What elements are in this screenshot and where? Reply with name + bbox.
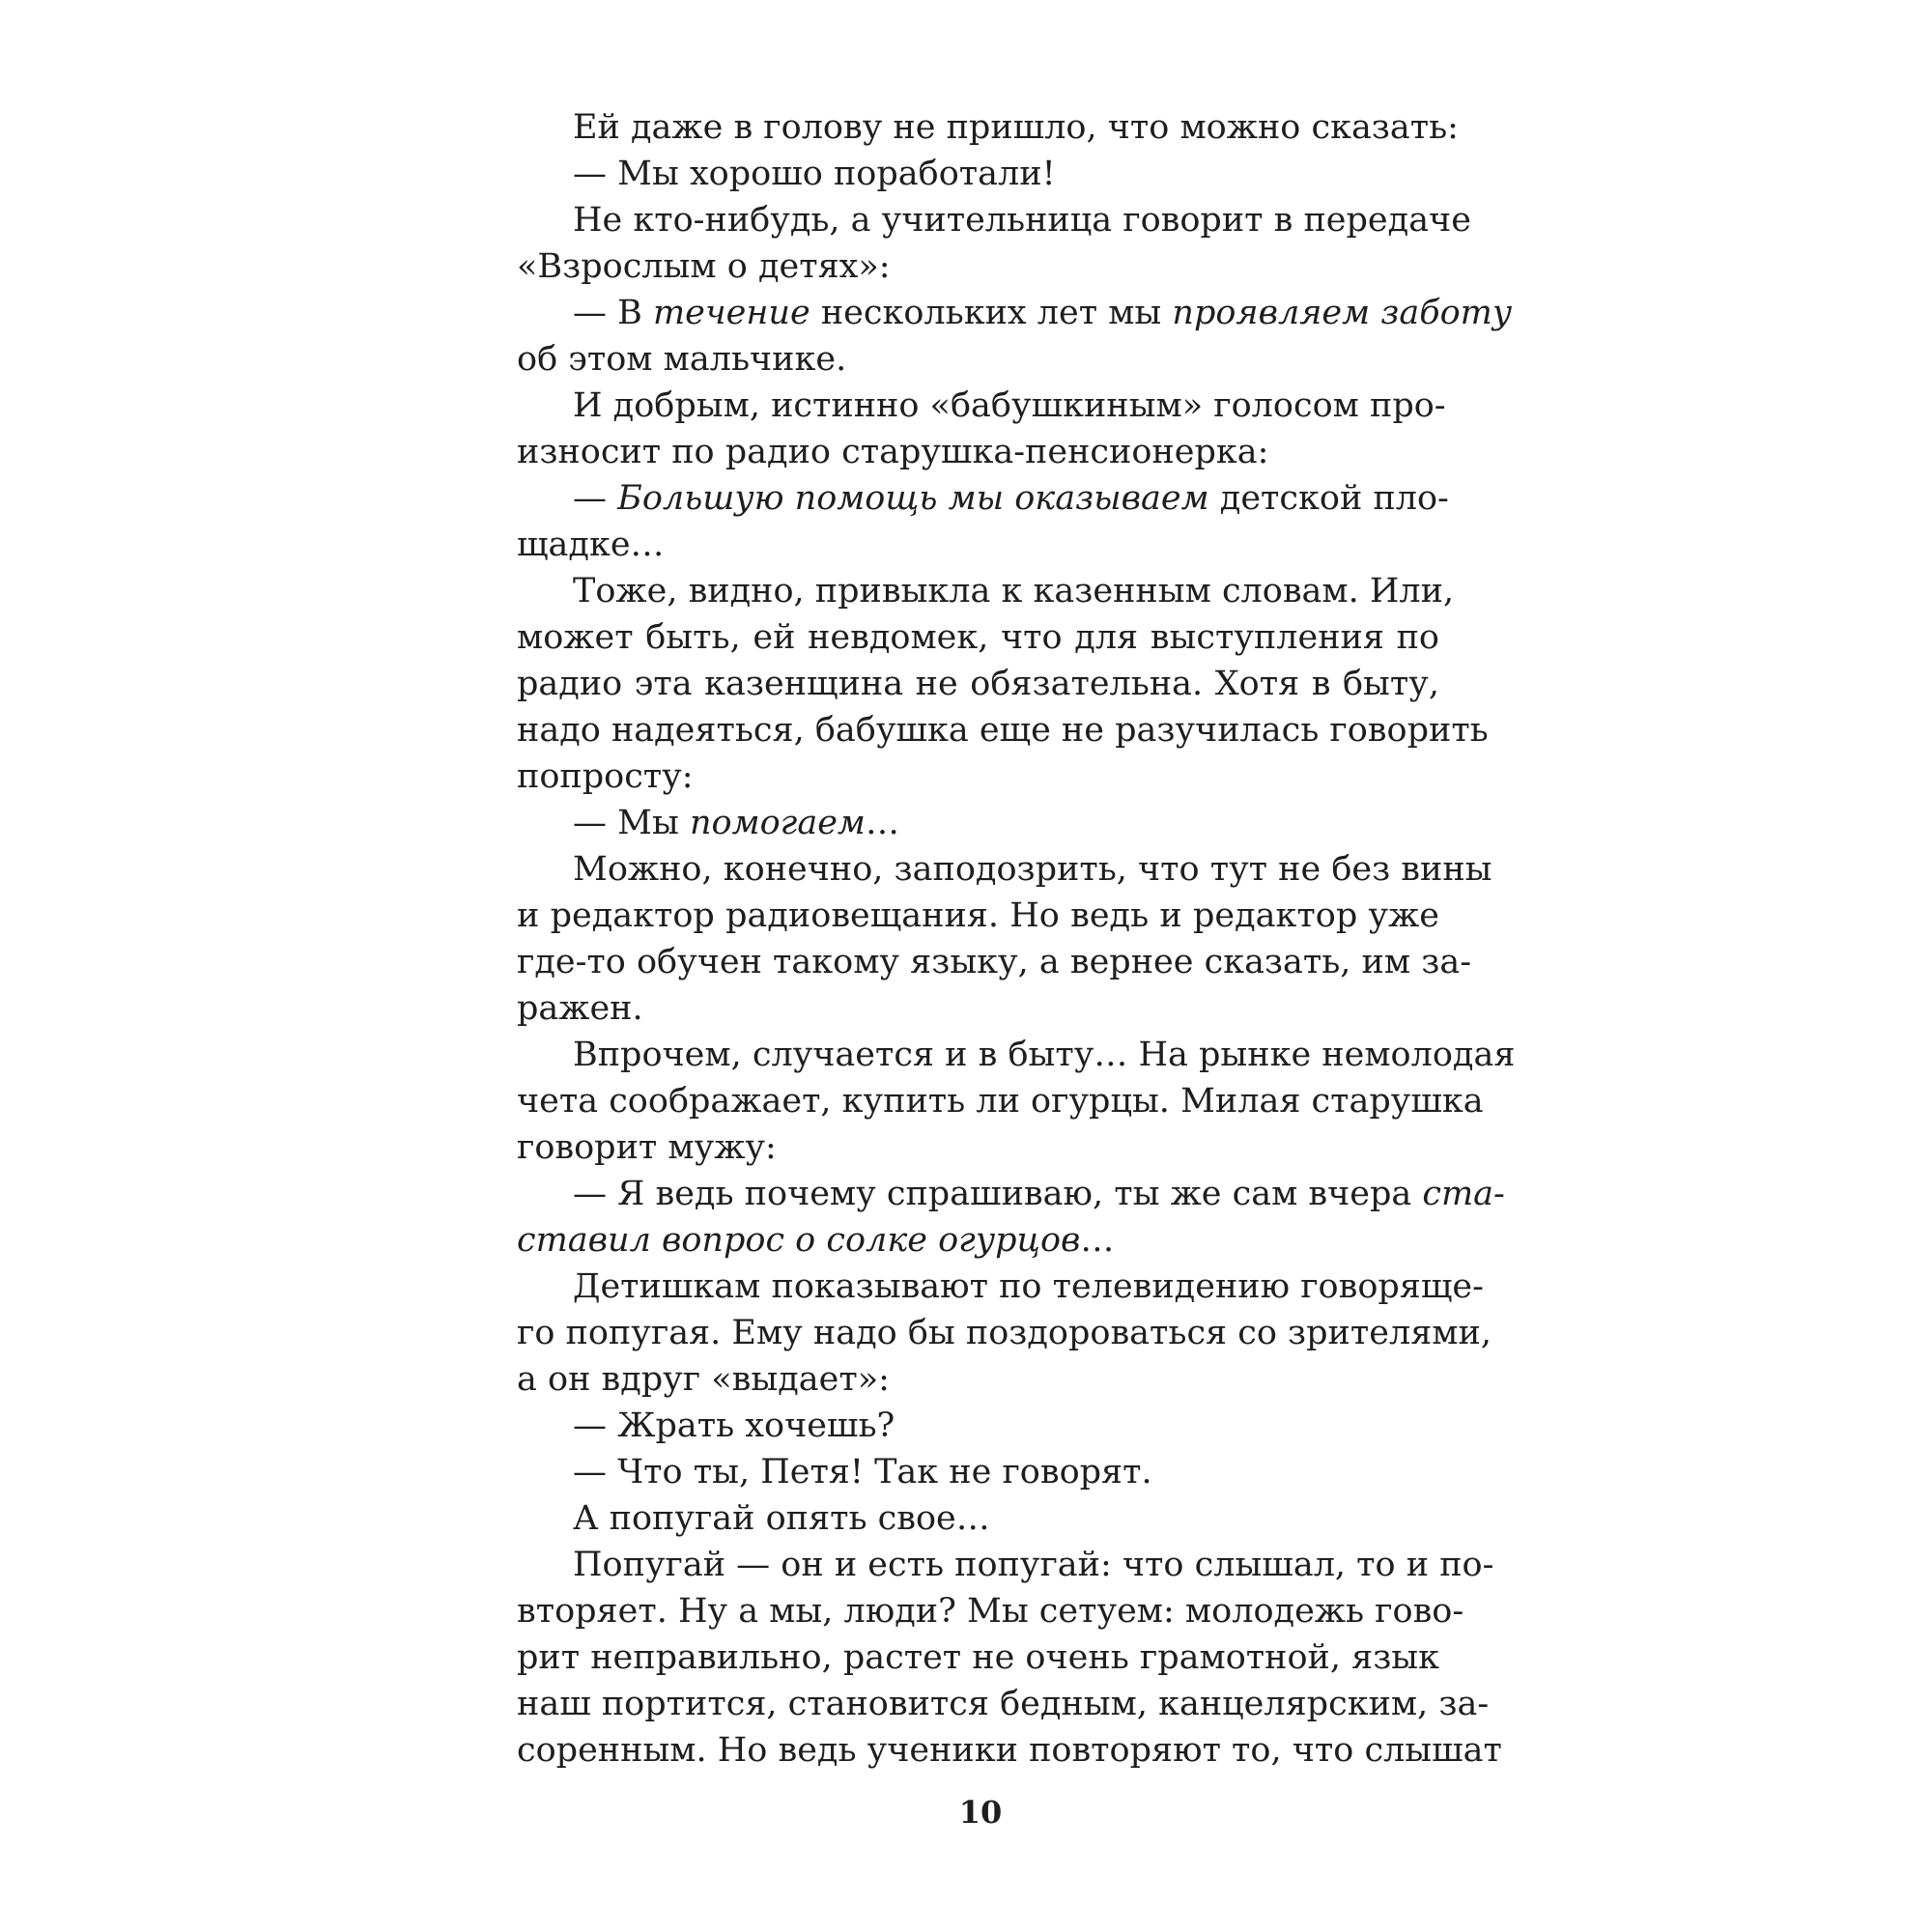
text-line: Не кто-нибудь, а учительница говорит в передаче <box>573 201 1471 240</box>
text-line: а он вдруг «выдает»: <box>517 1360 890 1399</box>
text-line <box>517 1217 1439 1264</box>
text-line: может быть, ей невдомек, что для выступления по <box>517 618 1439 657</box>
page-number: 10 <box>958 1794 1003 1831</box>
text-line <box>517 290 1513 336</box>
text-line <box>517 800 1439 846</box>
italic-text-span: ставил вопрос о солке огурцов <box>517 1221 1081 1260</box>
page-body-text <box>517 104 1516 1774</box>
text-line: Детишкам показывают по телевидению говоряще- <box>573 1267 1484 1306</box>
text-line: надо надеяться, бабушка еще не разучилась говорить <box>517 711 1489 750</box>
italic-text-span: помогаем <box>689 804 866 842</box>
text-line: радио эта казенщина не обязательна. Хотя в быту, <box>517 665 1439 703</box>
text-line: и редактор радиовещания. Но ведь и редактор уже <box>517 896 1439 935</box>
text-line <box>517 1171 1505 1217</box>
text-line: — Что ты, Петя! Так не говорят. <box>573 1453 1152 1492</box>
text-line: где-то обучен такому языку, а вернее сказать, им за- <box>517 943 1472 981</box>
text-span: — Мы <box>573 804 690 842</box>
text-line: го попугая. Ему надо бы поздороваться со зрителями, <box>517 1314 1492 1352</box>
text-line: Ей даже в голову не пришло, что можно сказать: <box>573 108 1459 147</box>
text-span: — В <box>573 294 653 332</box>
text-span: — <box>573 479 618 518</box>
text-line: Попугай — он и есть попугай: что слышал, то и по- <box>573 1546 1494 1584</box>
text-span: … <box>865 804 899 842</box>
text-span: детской пло- <box>1208 479 1449 518</box>
text-line: Можно, конечно, заподозрить, что тут не без вины <box>573 850 1492 889</box>
text-line: вторяет. Ну а мы, люди? Мы сетуем: молодежь гово- <box>517 1592 1464 1631</box>
text-line: «Взрослым о детях»: <box>517 247 891 286</box>
text-line: Впрочем, случается и в быту… На рынке немолодая <box>573 1036 1516 1074</box>
italic-text-span: ста- <box>1422 1175 1505 1213</box>
text-span: — Я ведь почему спрашиваю, ты же сам вчера <box>573 1175 1423 1213</box>
italic-text-span: Большую помощь мы оказываем <box>617 479 1209 518</box>
text-line: Тоже, видно, привыкла к казенным словам. Или, <box>573 572 1455 611</box>
text-line: попросту: <box>517 757 694 796</box>
text-line: рит неправильно, растет не очень грамотной, язык <box>517 1638 1440 1677</box>
text-line: ражен. <box>517 989 643 1028</box>
text-line: щадке… <box>517 526 665 564</box>
text-line: А попугай опять свое… <box>573 1499 990 1538</box>
text-line: говорит мужу: <box>517 1128 777 1167</box>
text-line: износит по радио старушка-пенсионерка: <box>517 433 1269 471</box>
text-line: — Жрать хочешь? <box>573 1406 895 1445</box>
text-line: об этом мальчике. <box>517 340 847 379</box>
text-span: … <box>1080 1221 1115 1260</box>
text-line: чета соображает, купить ли огурцы. Милая старушка <box>517 1082 1484 1121</box>
text-span: нескольких лет мы <box>810 294 1173 332</box>
italic-text-span: течение <box>652 294 810 332</box>
text-line: И добрым, истинно «бабушкиным» голосом про- <box>573 386 1446 425</box>
text-line: наш портится, становится бедным, канцелярским, за- <box>517 1685 1490 1723</box>
text-line <box>517 475 1449 522</box>
text-line: — Мы хорошо поработали! <box>573 155 1056 193</box>
italic-text-span: проявляем заботу <box>1172 294 1513 332</box>
text-line: соренным. Но ведь ученики повторяют то, что слышат <box>517 1731 1502 1770</box>
